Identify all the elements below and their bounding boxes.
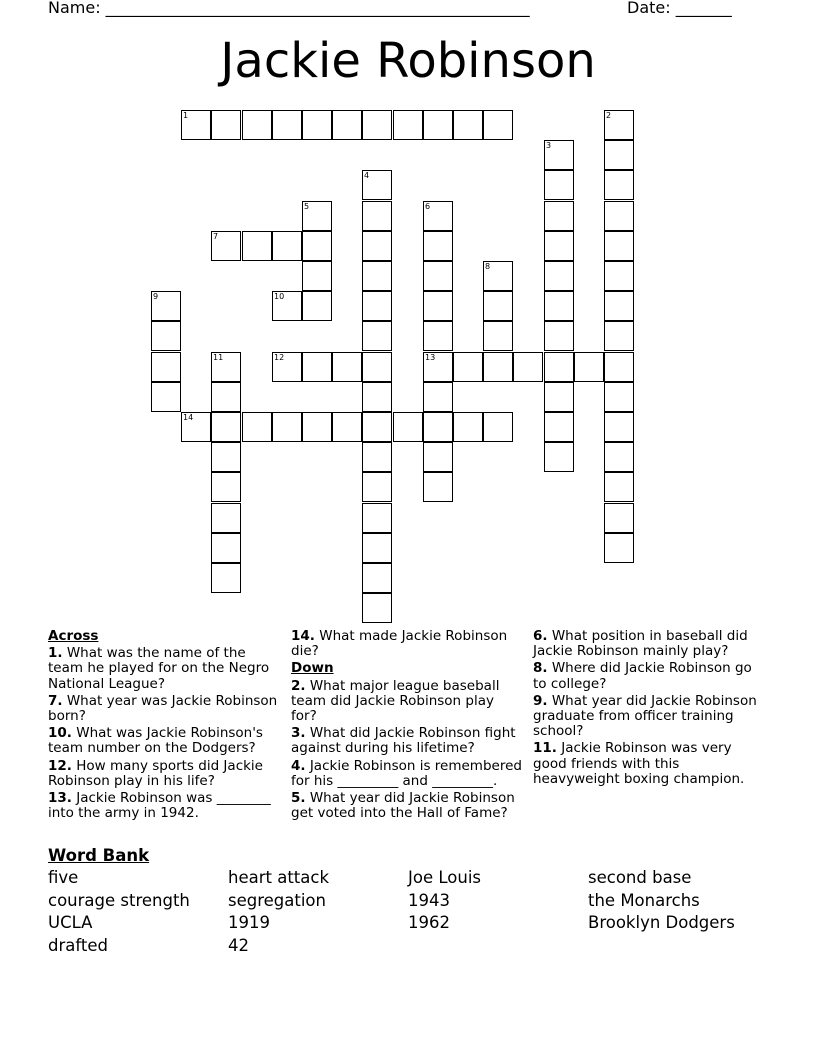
crossword-cell[interactable] (423, 442, 453, 472)
crossword-cell[interactable] (362, 110, 392, 140)
clue-across-13: 13. Jackie Robinson was ________ into the army in 1942. (48, 790, 271, 822)
crossword-cell[interactable] (604, 412, 634, 442)
crossword-cell[interactable] (604, 503, 634, 533)
word-bank-item: UCLA (48, 913, 93, 932)
crossword-cell[interactable] (302, 412, 332, 442)
crossword-cell[interactable] (211, 563, 241, 593)
crossword-cell[interactable] (423, 261, 453, 291)
page-title: Jackie Robinson (220, 33, 596, 89)
crossword-cell[interactable] (151, 382, 181, 412)
cell-number: 9 (153, 292, 159, 301)
crossword-cell[interactable] (362, 382, 392, 412)
clues-column-2 (291, 629, 523, 823)
crossword-cell[interactable] (302, 231, 332, 261)
crossword-cell[interactable] (362, 352, 392, 382)
cell-number: 2 (606, 111, 612, 120)
crossword-cell[interactable] (604, 140, 634, 170)
date-field-label: Date: _______ (627, 0, 732, 17)
crossword-cell[interactable] (544, 412, 574, 442)
word-bank-heading: Word Bank (48, 846, 150, 865)
down-heading: Down (291, 660, 334, 677)
crossword-cell[interactable] (211, 382, 241, 412)
crossword-cell[interactable] (483, 412, 513, 442)
word-bank-item: 42 (228, 936, 249, 955)
crossword-cell[interactable] (362, 563, 392, 593)
crossword-cell[interactable] (544, 382, 574, 412)
crossword-cell[interactable] (453, 352, 483, 382)
crossword-cell[interactable] (151, 352, 181, 382)
crossword-cell[interactable] (604, 231, 634, 261)
cell-number: 1 (183, 111, 189, 120)
crossword-cell[interactable] (544, 291, 574, 321)
crossword-cell[interactable] (211, 533, 241, 563)
clue-across-14: 14. What made Jackie Robinson die? (291, 628, 508, 660)
crossword-cell[interactable] (393, 412, 423, 442)
word-bank-item: segregation (228, 891, 326, 910)
cell-number: 10 (274, 292, 285, 301)
crossword-cell[interactable] (332, 412, 362, 442)
crossword-cell[interactable] (604, 352, 634, 382)
crossword-cell[interactable] (272, 231, 302, 261)
crossword-cell[interactable] (362, 533, 392, 563)
cell-number: 12 (274, 353, 285, 362)
crossword-cell[interactable] (423, 352, 453, 382)
crossword-cell[interactable] (181, 412, 211, 442)
clue-down-3: 3. What did Jackie Robinson fight against during his lifetime? (291, 725, 516, 757)
cell-number: 8 (485, 262, 491, 271)
word-bank-item: Joe Louis (408, 868, 481, 887)
crossword-cell[interactable] (242, 110, 272, 140)
crossword-cell[interactable] (423, 231, 453, 261)
crossword-cell[interactable] (393, 110, 423, 140)
clues-column-3 (533, 629, 765, 789)
crossword-cell[interactable] (362, 503, 392, 533)
crossword-cell[interactable] (544, 231, 574, 261)
clue-across-12: 12. How many sports did Jackie Robinson play in his life? (48, 757, 263, 789)
clue-down-6: 6. What position in baseball did Jackie Robinson mainly play? (533, 628, 748, 660)
cell-number: 13 (425, 353, 436, 362)
clue-down-9: 9. What year did Jackie Robinson graduate from officer training school? (533, 692, 757, 740)
crossword-cell[interactable] (483, 261, 513, 291)
crossword-cell[interactable] (604, 533, 634, 563)
clue-down-8: 8. Where did Jackie Robinson go to college? (533, 660, 752, 692)
crossword-cell[interactable] (332, 352, 362, 382)
crossword-cell[interactable] (544, 442, 574, 472)
crossword-cell[interactable] (362, 261, 392, 291)
crossword-cell[interactable] (544, 140, 574, 170)
crossword-cell[interactable] (604, 382, 634, 412)
crossword-cell[interactable] (302, 261, 332, 291)
crossword-cell[interactable] (272, 110, 302, 140)
word-bank-item: 1962 (408, 913, 450, 932)
word-bank-item: Brooklyn Dodgers (588, 913, 735, 932)
crossword-cell[interactable] (483, 291, 513, 321)
crossword-cell[interactable] (423, 321, 453, 351)
clue-down-5: 5. What year did Jackie Robinson get voted into the Hall of Fame? (291, 790, 515, 822)
crossword-cell[interactable] (423, 110, 453, 140)
crossword-cell[interactable] (423, 201, 453, 231)
crossword-cell[interactable] (604, 321, 634, 351)
crossword-cell[interactable] (604, 170, 634, 200)
crossword-cell[interactable] (483, 321, 513, 351)
crossword-cell[interactable] (362, 231, 392, 261)
clue-across-7: 7. What year was Jackie Robinson born? (48, 692, 278, 725)
crossword-cell[interactable] (181, 110, 211, 140)
crossword-cell[interactable] (211, 352, 241, 382)
crossword-cell[interactable] (302, 201, 332, 231)
crossword-cell[interactable] (604, 261, 634, 291)
crossword-cell[interactable] (151, 291, 181, 321)
clue-down-11: 11. Jackie Robinson was very good friends with this heavyweight boxing champion. (533, 740, 745, 787)
across-heading: Across (48, 628, 99, 644)
crossword-cell[interactable] (302, 291, 332, 321)
clue-down-2: 2. What major league baseball team did Jackie Robinson play for? (291, 677, 500, 725)
crossword-cell[interactable] (362, 442, 392, 472)
crossword-cell[interactable] (423, 412, 453, 442)
cell-number: 7 (213, 232, 219, 241)
word-bank-item: courage strength (48, 891, 190, 910)
clue-down-4: 4. Jackie Robinson is remembered for his _________ and _________. (291, 757, 522, 789)
crossword-cell[interactable] (151, 321, 181, 351)
cell-number: 11 (213, 353, 224, 362)
word-bank-item: second base (588, 868, 692, 887)
crossword-cell[interactable] (604, 291, 634, 321)
crossword-cell[interactable] (483, 352, 513, 382)
crossword-cell[interactable] (604, 442, 634, 472)
crossword-cell[interactable] (211, 472, 241, 502)
crossword-cell[interactable] (423, 472, 453, 502)
crossword-cell[interactable] (211, 442, 241, 472)
name-field-label: Name: _____________________________________________________ (48, 0, 530, 17)
crossword-cell[interactable] (604, 201, 634, 231)
crossword-cell[interactable] (574, 352, 604, 382)
crossword-cell[interactable] (423, 291, 453, 321)
word-bank-item: the Monarchs (588, 891, 700, 910)
word-bank-item: five (48, 868, 79, 887)
crossword-cell[interactable] (604, 110, 634, 140)
word-bank-item: 1919 (228, 913, 270, 932)
crossword-cell[interactable] (362, 593, 392, 623)
crossword-cell[interactable] (362, 170, 392, 200)
crossword-cell[interactable] (453, 110, 483, 140)
clues-column-1 (48, 629, 280, 823)
clue-across-1: 1. What was the name of the team he played for on the Negro National League? (48, 645, 270, 692)
crossword-cell[interactable] (272, 291, 302, 321)
cell-number: 3 (546, 141, 552, 150)
crossword-cell[interactable] (272, 352, 302, 382)
crossword-cell[interactable] (211, 503, 241, 533)
crossword-cell[interactable] (362, 472, 392, 502)
crossword-cell[interactable] (544, 321, 574, 351)
crossword-cell[interactable] (362, 201, 392, 231)
cell-number: 5 (304, 202, 310, 211)
crossword-cell[interactable] (211, 110, 241, 140)
crossword-cell[interactable] (544, 261, 574, 291)
crossword-cell[interactable] (332, 110, 362, 140)
crossword-cell[interactable] (544, 170, 574, 200)
crossword-cell[interactable] (242, 412, 272, 442)
cell-number: 14 (183, 413, 194, 422)
crossword-cell[interactable] (302, 352, 332, 382)
crossword-cell[interactable] (483, 110, 513, 140)
crossword-cell[interactable] (362, 291, 392, 321)
cell-number: 4 (364, 171, 370, 180)
crossword-cell[interactable] (453, 412, 483, 442)
word-bank-item: heart attack (228, 868, 330, 887)
word-bank-item: drafted (48, 936, 108, 955)
crossword-cell[interactable] (211, 412, 241, 442)
crossword-cell[interactable] (362, 321, 392, 351)
crossword-cell[interactable] (302, 110, 332, 140)
crossword-cell[interactable] (544, 352, 574, 382)
crossword-cell[interactable] (544, 201, 574, 231)
crossword-cell[interactable] (513, 352, 543, 382)
cell-number: 6 (425, 202, 431, 211)
crossword-cell[interactable] (272, 412, 302, 442)
crossword-cell[interactable] (211, 231, 241, 261)
crossword-cell[interactable] (242, 231, 272, 261)
clue-across-10: 10. What was Jackie Robinson's team number on the Dodgers? (48, 725, 263, 757)
word-bank-item: 1943 (408, 891, 450, 910)
crossword-cell[interactable] (423, 382, 453, 412)
crossword-cell[interactable] (604, 472, 634, 502)
crossword-cell[interactable] (362, 412, 392, 442)
